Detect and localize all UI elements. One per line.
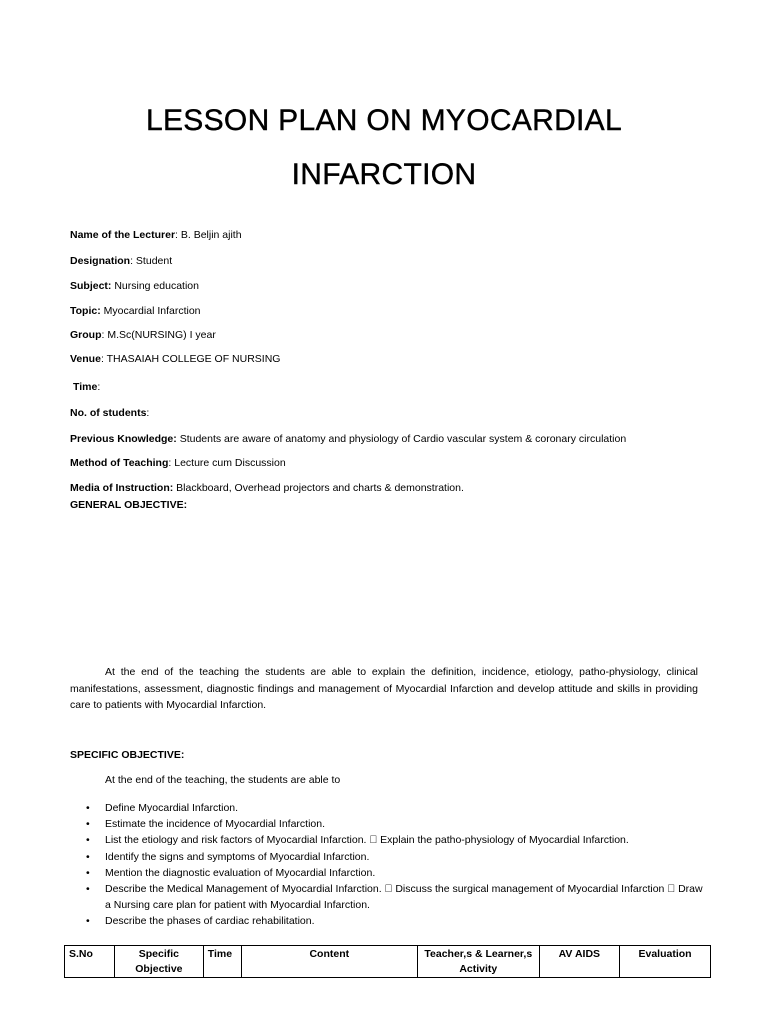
document-title	[0, 94, 768, 202]
media-label: Media of Instruction:	[70, 482, 174, 494]
previous-knowledge-value: Students are aware of anatomy and physiology of Cardio vascular system & coronary circulation	[176, 433, 627, 445]
header-activity: Teacher,s & Learner,s Activity	[418, 946, 539, 978]
previous-knowledge-line	[70, 433, 626, 446]
list-item: • List the etiology and risk factors of Myocardial Infarction. Explain the patho-physiology of Myocardial Infarction.	[86, 832, 706, 848]
specific-objective-heading: SPECIFIC OBJECTIVE:	[70, 749, 185, 761]
specific-objective-intro: At the end of the teaching, the students are able to	[105, 774, 341, 786]
method-label: Method of Teaching	[70, 457, 169, 469]
lecturer-label: Name of the Lecturer	[70, 229, 176, 241]
topic-line	[70, 305, 201, 318]
lesson-plan-table	[64, 945, 711, 978]
title-line-1: LESSON PLAN ON MYOCARDIAL	[146, 104, 622, 137]
group-label: Group	[70, 329, 102, 341]
media-line	[70, 482, 464, 495]
time-label: Time	[73, 381, 98, 393]
previous-knowledge-label: Previous Knowledge:	[70, 433, 177, 445]
list-item: • Mention the diagnostic evaluation of Myocardial Infarction.	[86, 865, 706, 881]
header-content: Content	[241, 946, 418, 978]
title-line-2: INFARCTION	[291, 158, 477, 191]
header-specific-objective: Specific Objective	[115, 946, 204, 978]
group-value: : M.Sc(NURSING) I year	[101, 329, 216, 341]
students-line	[70, 407, 149, 420]
lecturer-line	[70, 229, 242, 242]
topic-label: Topic:	[70, 305, 101, 317]
venue-label: Venue	[70, 353, 101, 365]
list-item: • Estimate the incidence of Myocardial Infarction.	[86, 816, 706, 832]
students-label: No. of students	[70, 407, 147, 419]
media-value: Blackboard, Overhead projectors and charts & demonstration.	[173, 482, 464, 494]
general-objective-heading: GENERAL OBJECTIVE:	[70, 499, 188, 511]
method-value: : Lecture cum Discussion	[168, 457, 286, 469]
list-item: • Define Myocardial Infarction.	[86, 800, 706, 816]
designation-line	[70, 255, 172, 268]
header-sno: S.No	[65, 946, 115, 978]
table-header-row	[65, 946, 711, 978]
time-line	[73, 381, 100, 394]
venue-line	[70, 353, 280, 366]
general-objective-text: At the end of the teaching the students are able to explain the definition, incidence, etiology, patho-physiology, clinical manifestations, assessment, diagnostic findings and management of Myocardial Infarction and develop attitude and skills in providing care to patients with Myocardial Infarction.	[70, 666, 698, 711]
specific-objective-list	[86, 800, 706, 930]
time-value: :	[97, 381, 101, 393]
header-time: Time	[203, 946, 241, 978]
header-evaluation: Evaluation	[620, 946, 711, 978]
lecturer-value: : B. Beljin ajith	[175, 229, 242, 241]
designation-value: : Student	[130, 255, 173, 267]
header-av-aids: AV AIDS	[539, 946, 620, 978]
designation-label: Designation	[70, 255, 131, 267]
topic-value: Myocardial Infarction	[100, 305, 201, 317]
subject-line	[70, 280, 199, 293]
method-line	[70, 457, 286, 470]
subject-value: Nursing education	[111, 280, 199, 292]
students-value: :	[146, 407, 150, 419]
subject-label: Subject:	[70, 280, 112, 292]
list-item: • Describe the phases of cardiac rehabilitation.	[86, 913, 706, 929]
list-item: • Identify the signs and symptoms of Myocardial Infarction.	[86, 849, 706, 865]
list-item: • Describe the Medical Management of Myocardial Infarction. Discuss the surgical management of Myocardial Infarction Draw a Nursing care plan for patient with Myocardial Infarction.	[86, 881, 706, 913]
venue-value: : THASAIAH COLLEGE OF NURSING	[100, 353, 281, 365]
group-line	[70, 329, 216, 342]
